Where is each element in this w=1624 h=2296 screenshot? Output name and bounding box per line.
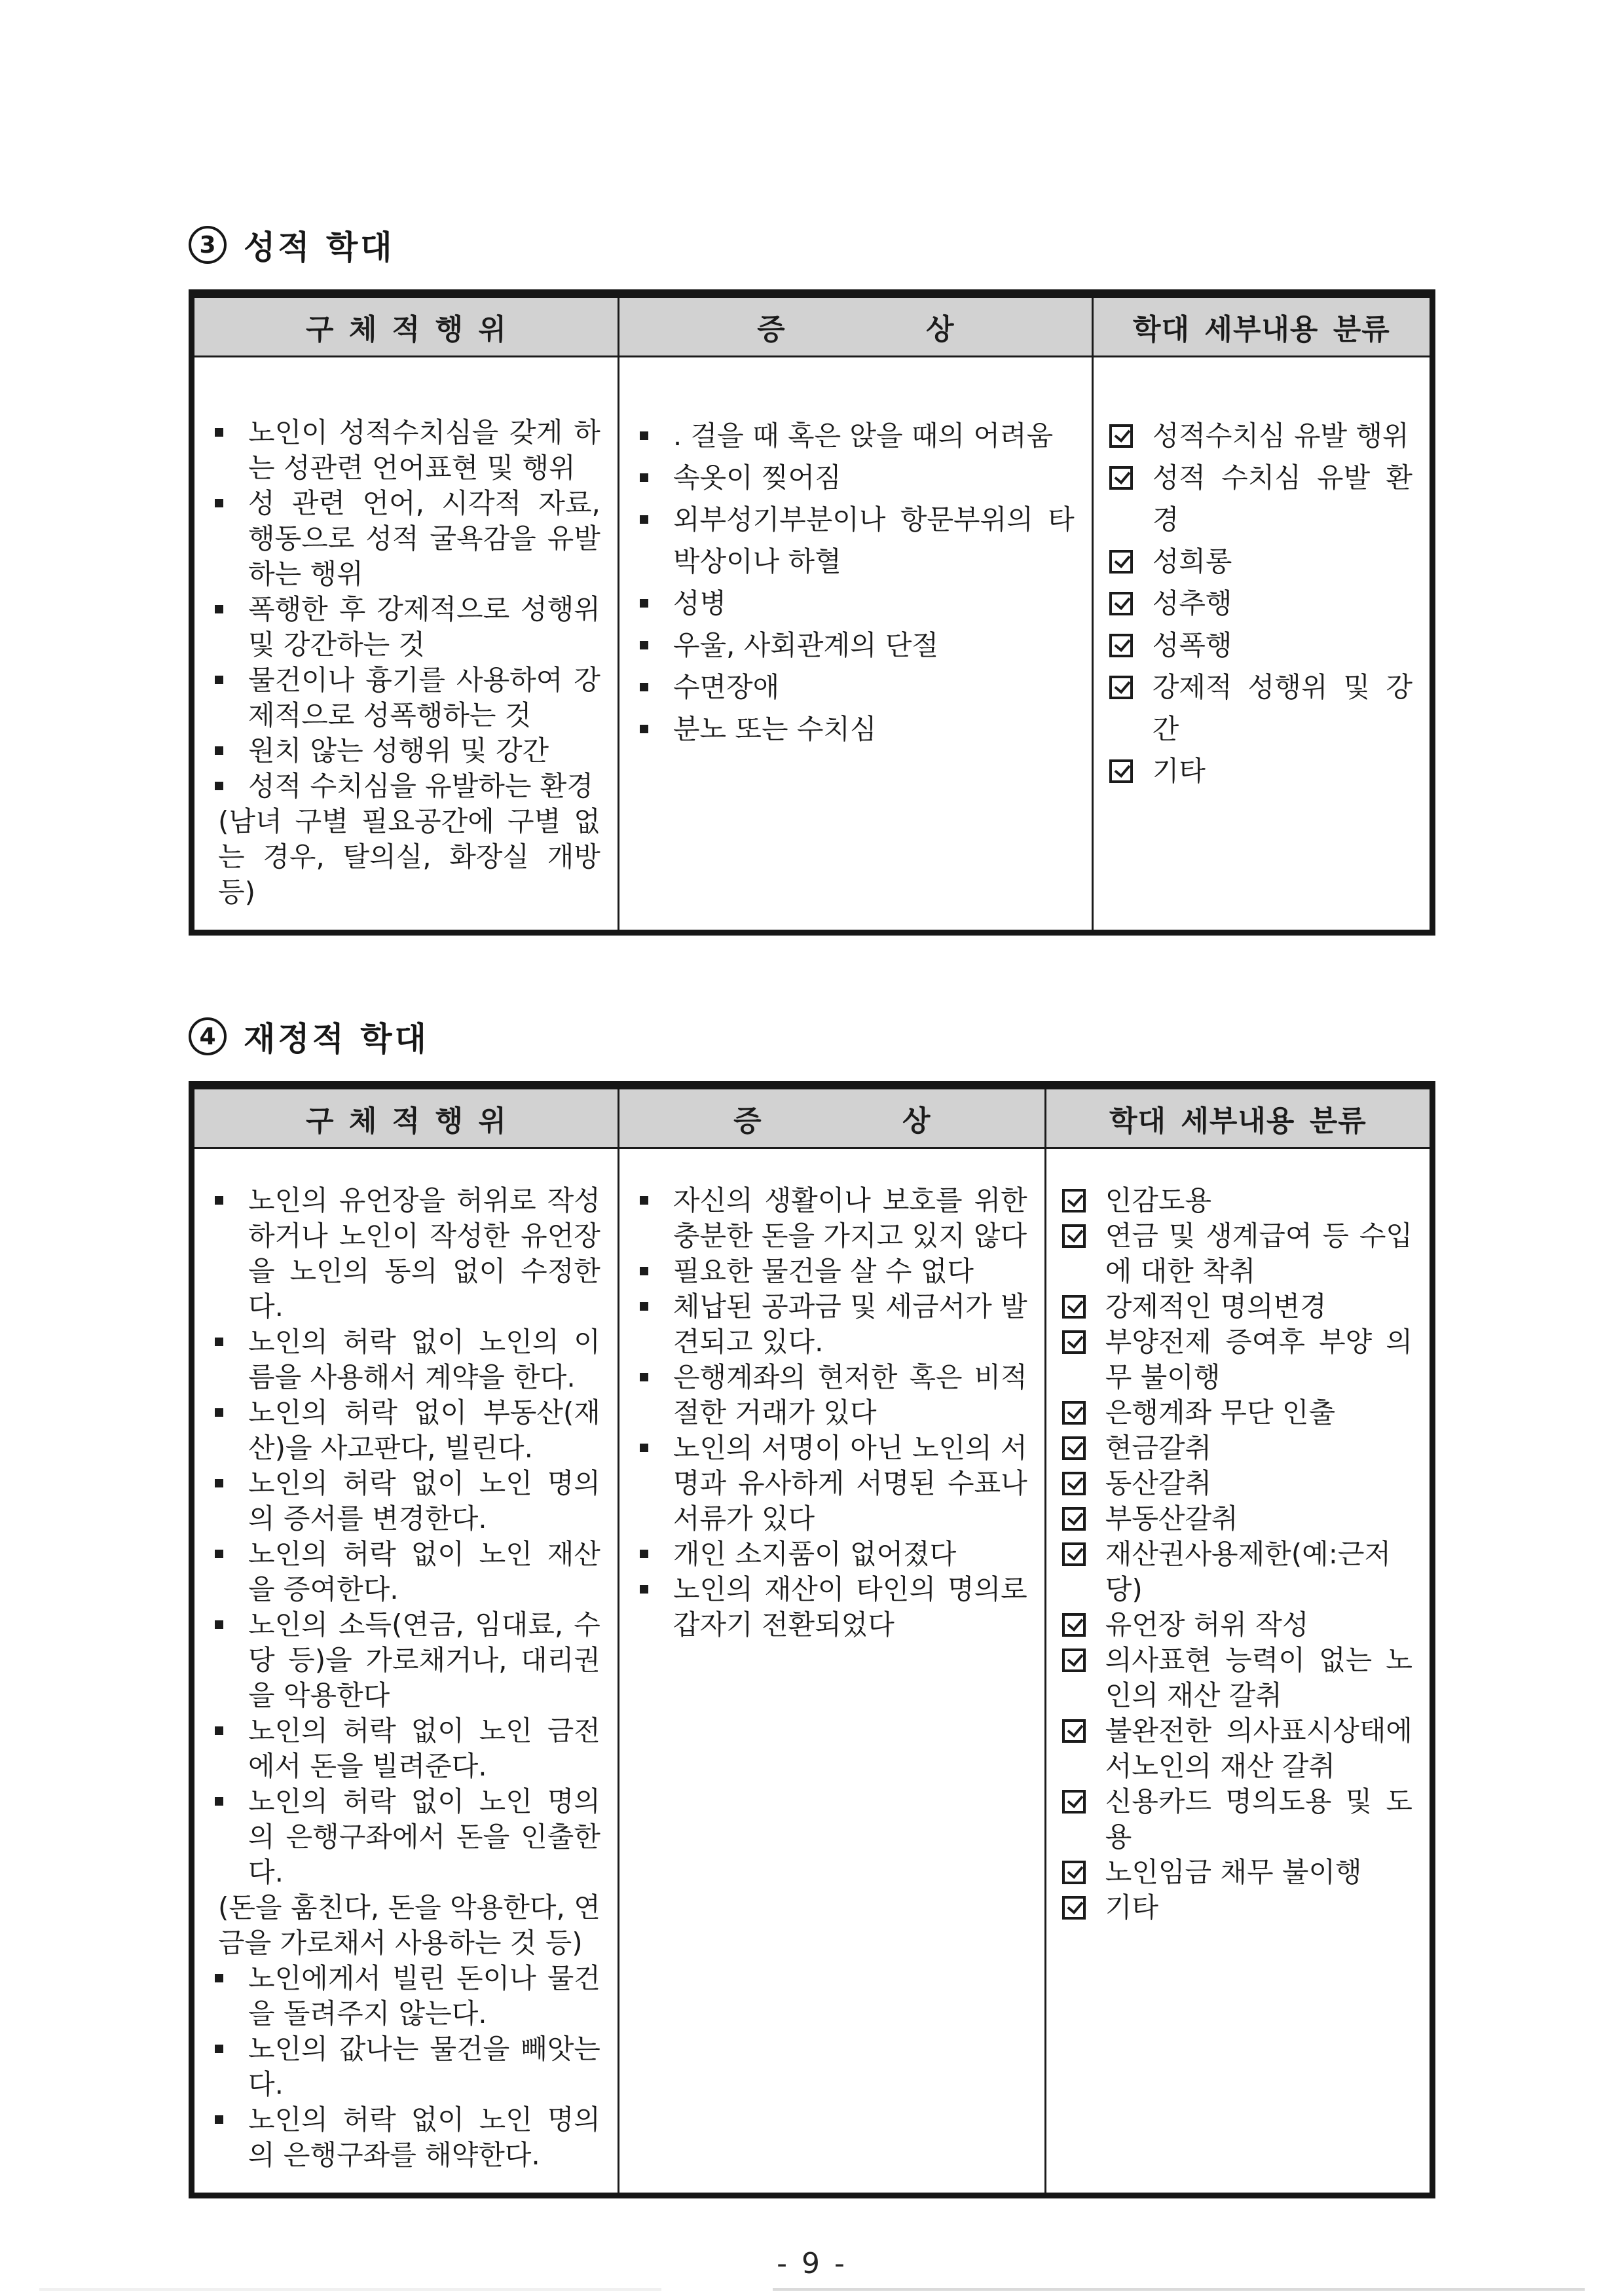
checklist-item — [1062, 1289, 1412, 1324]
checked-checkbox-icon — [1062, 1613, 1086, 1637]
checklist-item — [1062, 1218, 1412, 1289]
item-text: 폭행한 후 강제적으로 성행위 및 강간하는 것 — [248, 593, 600, 661]
checklist-item — [1062, 1784, 1412, 1855]
sexual-abuse-table — [189, 289, 1435, 936]
item-text: 성적 수치심 유발 환경 — [1152, 462, 1412, 536]
checked-checkbox-icon — [1109, 676, 1133, 699]
classification-checklist — [1109, 415, 1412, 792]
symptom-list — [635, 1183, 1027, 1643]
list-item — [635, 1572, 1027, 1643]
list-item — [635, 1430, 1027, 1537]
list-item — [210, 1607, 600, 1713]
square-bullet-icon — [215, 1797, 223, 1806]
square-bullet-icon — [215, 1550, 223, 1558]
square-bullet-icon — [640, 473, 648, 482]
item-text: 노인의 허락 없이 노인 명의의 은행구좌를 해약한다. — [248, 2104, 600, 2171]
item-text: 원치 않는 성행위 및 강간 — [248, 735, 549, 767]
checked-checkbox-icon — [1062, 1295, 1086, 1319]
square-bullet-icon — [215, 1479, 223, 1487]
column-header-classification: 학대 세부내용 분류 — [1092, 294, 1432, 357]
square-bullet-icon — [640, 1267, 648, 1275]
checklist-item — [1062, 1890, 1412, 1925]
list-item — [210, 1537, 600, 1607]
checked-checkbox-icon — [1062, 1436, 1086, 1460]
behavior-list — [210, 415, 600, 910]
item-text: 외부성기부분이나 항문부위의 타박상이나 하혈 — [673, 503, 1075, 577]
section-title-text: 재정적 학대 — [244, 1020, 429, 1058]
checked-checkbox-icon — [1062, 1189, 1086, 1212]
item-text: 노인의 허락 없이 노인 명의의 은행구좌에서 돈을 인출한다. — [248, 1785, 600, 1888]
list-item — [210, 1961, 600, 2032]
item-text: 강제적인 명의변경 — [1105, 1290, 1327, 1322]
item-text: 유언장 허위 작성 — [1105, 1609, 1309, 1641]
circled-number-icon: 4 — [189, 1017, 227, 1055]
checklist-item — [1062, 1713, 1412, 1784]
square-bullet-icon — [215, 1196, 223, 1205]
item-text: 부양전제 증여후 부양 의무 불이행 — [1105, 1326, 1412, 1393]
checked-checkbox-icon — [1062, 1472, 1086, 1495]
checklist-item — [1062, 1537, 1412, 1607]
item-text: 성 관련 언어, 시각적 자료, 행동으로 성적 굴욕감을 유발하는 행위 — [248, 487, 600, 590]
symptom-list — [635, 415, 1075, 750]
square-bullet-icon — [640, 515, 648, 524]
checked-checkbox-icon — [1109, 634, 1133, 657]
list-item — [210, 733, 600, 769]
checklist-item — [1062, 1183, 1412, 1218]
behavior-cell — [192, 357, 619, 933]
list-item — [635, 499, 1075, 583]
square-bullet-icon — [215, 746, 223, 755]
list-item — [210, 415, 600, 486]
item-text: 수면장애 — [673, 671, 780, 703]
square-bullet-icon — [640, 641, 648, 649]
list-item — [635, 666, 1075, 708]
column-header-classification: 학대 세부내용 분류 — [1045, 1085, 1432, 1148]
list-item — [635, 1183, 1027, 1254]
item-text: 노인의 허락 없이 노인 금전에서 돈을 빌려준다. — [248, 1715, 600, 1782]
square-bullet-icon — [215, 1726, 223, 1735]
item-text: 성적수치심 유발 행위 — [1152, 420, 1409, 452]
item-text: 노인의 허락 없이 노인 재산을 증여한다. — [248, 1538, 600, 1605]
financial-abuse-table — [189, 1081, 1435, 2198]
checked-checkbox-icon — [1062, 1861, 1086, 1884]
section-title — [189, 1013, 1435, 1060]
item-text: 기타 — [1152, 755, 1206, 787]
table-body-row — [192, 357, 1433, 933]
square-bullet-icon — [215, 676, 223, 684]
classification-checklist — [1062, 1183, 1412, 1925]
checklist-item — [1062, 1430, 1412, 1466]
checked-checkbox-icon — [1109, 550, 1133, 574]
item-text: 노인의 허락 없이 부동산(재산)을 사고판다, 빌린다. — [248, 1396, 600, 1464]
item-text: 우울, 사회관계의 단절 — [673, 629, 939, 661]
item-text: 성희롱 — [1152, 545, 1232, 577]
item-text: 노인의 허락 없이 노인의 이름을 사용해서 계약을 한다. — [248, 1326, 600, 1393]
scan-artifact — [39, 2288, 661, 2291]
item-note: (남녀 구별 필요공간에 구별 없는 경우, 탈의실, 화장실 개방 등) — [218, 805, 600, 908]
item-text: 은행계좌 무단 인출 — [1105, 1396, 1336, 1429]
checked-checkbox-icon — [1062, 1719, 1086, 1743]
item-text: 체납된 공과금 및 세금서가 발견되고 있다. — [673, 1290, 1027, 1358]
list-item — [210, 1324, 600, 1395]
item-text: 노인의 서명이 아닌 노인의 서명과 유사하게 서명된 수표나 서류가 있다 — [673, 1432, 1027, 1535]
page-content — [189, 221, 1435, 2280]
square-bullet-icon — [640, 725, 648, 733]
checklist-item — [1109, 541, 1412, 583]
list-item — [635, 708, 1075, 750]
item-text: 강제적 성행위 및 강간 — [1152, 671, 1412, 745]
square-bullet-icon — [640, 431, 648, 440]
item-text: 노인임금 채무 불이행 — [1105, 1856, 1362, 1888]
square-bullet-icon — [215, 1338, 223, 1346]
square-bullet-icon — [640, 1373, 648, 1381]
checked-checkbox-icon — [1062, 1507, 1086, 1531]
list-item — [635, 1289, 1027, 1360]
item-text: 연금 및 생계급여 등 수입에 대한 착취 — [1105, 1220, 1412, 1287]
list-item — [210, 2102, 600, 2173]
square-bullet-icon — [215, 782, 223, 790]
table-header-row — [192, 1085, 1433, 1148]
column-header-symptom: 증 상 — [618, 1085, 1045, 1148]
checklist-item — [1109, 457, 1412, 541]
item-text: 현금갈취 — [1105, 1432, 1212, 1464]
item-text: 속옷이 찢어짐 — [673, 462, 841, 494]
item-text: 노인에게서 빌린 돈이나 물건을 돌려주지 않는다. — [248, 1962, 600, 2030]
item-text: 물건이나 흉기를 사용하여 강제적으로 성폭행하는 것 — [248, 664, 600, 731]
item-text: 노인의 소득(연금, 임대료, 수당 등)을 가로채거나, 대리권을 악용한다 — [248, 1609, 600, 1711]
list-item — [210, 486, 600, 592]
item-text: 노인의 재산이 타인의 명의로 갑자기 전환되었다 — [673, 1573, 1027, 1641]
item-text: . 걸을 때 혹은 앉을 때의 어려움 — [673, 420, 1054, 452]
square-bullet-icon — [640, 599, 648, 608]
square-bullet-icon — [215, 1408, 223, 1417]
checklist-item — [1109, 415, 1412, 457]
checked-checkbox-icon — [1062, 1896, 1086, 1920]
list-item — [210, 663, 600, 733]
item-text: 신용카드 명의도용 및 도용 — [1105, 1785, 1412, 1853]
list-item — [635, 1360, 1027, 1430]
checked-checkbox-icon — [1062, 1542, 1086, 1566]
checklist-item — [1062, 1607, 1412, 1643]
column-header-symptom: 증 상 — [618, 294, 1092, 357]
list-item — [210, 1395, 600, 1466]
list-item — [635, 583, 1075, 625]
item-text: 은행계좌의 현저한 혹은 비적절한 거래가 있다 — [673, 1361, 1027, 1429]
list-item — [635, 1537, 1027, 1572]
checked-checkbox-icon — [1062, 1790, 1086, 1813]
checklist-item — [1062, 1324, 1412, 1395]
square-bullet-icon — [640, 1196, 648, 1205]
checked-checkbox-icon — [1062, 1649, 1086, 1672]
item-text: 부동산갈취 — [1105, 1503, 1238, 1535]
square-bullet-icon — [640, 1585, 648, 1594]
square-bullet-icon — [215, 1974, 223, 1982]
item-text: 노인의 허락 없이 노인 명의의 증서를 변경한다. — [248, 1467, 600, 1535]
section-sexual-abuse — [189, 221, 1435, 936]
item-text: 성추행 — [1152, 587, 1232, 619]
item-text: 노인의 유언장을 허위로 작성하거나 노인이 작성한 유언장을 노인의 동의 없이 수정한다. — [248, 1184, 600, 1322]
checklist-item — [1062, 1643, 1412, 1713]
section-title-text: 성적 학대 — [244, 228, 395, 266]
item-text: 노인이 성적수치심을 갖게 하는 성관련 언어표현 및 행위 — [248, 416, 600, 484]
table-header-row — [192, 294, 1433, 357]
item-text: 동산갈취 — [1105, 1467, 1212, 1499]
page-number: - 9 - — [777, 2247, 847, 2280]
checked-checkbox-icon — [1109, 424, 1133, 448]
checklist-item — [1109, 666, 1412, 750]
item-text: 노인의 값나는 물건을 빼앗는다. — [248, 2033, 600, 2100]
square-bullet-icon — [215, 1620, 223, 1629]
checked-checkbox-icon — [1062, 1224, 1086, 1248]
checklist-item — [1062, 1395, 1412, 1430]
square-bullet-icon — [215, 499, 223, 507]
list-item — [210, 1183, 600, 1324]
checklist-item — [1062, 1855, 1412, 1890]
item-text: 재산권사용제한(예:근저당) — [1105, 1538, 1392, 1605]
checked-checkbox-icon — [1109, 759, 1133, 783]
square-bullet-icon — [215, 605, 223, 613]
item-text: 불완전한 의사표시상태에서노인의 재산 갈취 — [1105, 1715, 1412, 1782]
list-item — [210, 769, 600, 910]
square-bullet-icon — [640, 683, 648, 691]
item-text: 자신의 생활이나 보호를 위한 충분한 돈을 가지고 있지 않다 — [673, 1184, 1027, 1252]
list-item — [210, 1713, 600, 1784]
checked-checkbox-icon — [1109, 592, 1133, 615]
checklist-item — [1109, 750, 1412, 792]
scan-artifact — [773, 2288, 1585, 2291]
checked-checkbox-icon — [1062, 1401, 1086, 1425]
checked-checkbox-icon — [1062, 1330, 1086, 1354]
item-text: 필요한 물건을 살 수 없다 — [673, 1255, 974, 1287]
section-financial-abuse — [189, 1013, 1435, 2198]
symptom-cell — [618, 1148, 1045, 2196]
column-header-specific-behavior: 구 체 적 행 위 — [192, 294, 619, 357]
section-title — [189, 221, 1435, 268]
checklist-item — [1109, 625, 1412, 666]
list-item — [635, 457, 1075, 499]
list-item — [635, 1254, 1027, 1289]
item-text: 성적 수치심을 유발하는 환경 — [248, 770, 593, 802]
symptom-cell — [618, 357, 1092, 933]
list-item — [210, 1466, 600, 1537]
checklist-item — [1062, 1501, 1412, 1537]
item-text: 개인 소지품이 없어졌다 — [673, 1538, 957, 1570]
square-bullet-icon — [215, 2045, 223, 2053]
list-item — [210, 2032, 600, 2102]
item-note: (돈을 훔친다, 돈을 악용한다, 연금을 가로채서 사용하는 것 등) — [218, 1891, 600, 1959]
list-item — [635, 625, 1075, 666]
circled-number-icon: 3 — [189, 226, 227, 264]
list-item — [210, 592, 600, 663]
list-item — [210, 1784, 600, 1961]
checked-checkbox-icon — [1109, 466, 1133, 490]
checklist-item — [1062, 1466, 1412, 1501]
item-text: 의사표현 능력이 없는 노인의 재산 갈취 — [1105, 1644, 1412, 1711]
column-header-specific-behavior: 구 체 적 행 위 — [192, 1085, 619, 1148]
item-text: 분노 또는 수치심 — [673, 713, 877, 745]
square-bullet-icon — [215, 428, 223, 437]
behavior-list — [210, 1183, 600, 2173]
square-bullet-icon — [215, 2115, 223, 2124]
classification-cell — [1045, 1148, 1432, 2196]
classification-cell — [1092, 357, 1432, 933]
item-text: 기타 — [1105, 1891, 1158, 1923]
checklist-item — [1109, 583, 1412, 625]
square-bullet-icon — [640, 1550, 648, 1558]
list-item — [635, 415, 1075, 457]
item-text: 인감도용 — [1105, 1184, 1212, 1216]
square-bullet-icon — [640, 1302, 648, 1311]
behavior-cell — [192, 1148, 619, 2196]
table-body-row — [192, 1148, 1433, 2196]
item-text: 성폭행 — [1152, 629, 1232, 661]
square-bullet-icon — [640, 1444, 648, 1452]
item-text: 성병 — [673, 587, 727, 619]
